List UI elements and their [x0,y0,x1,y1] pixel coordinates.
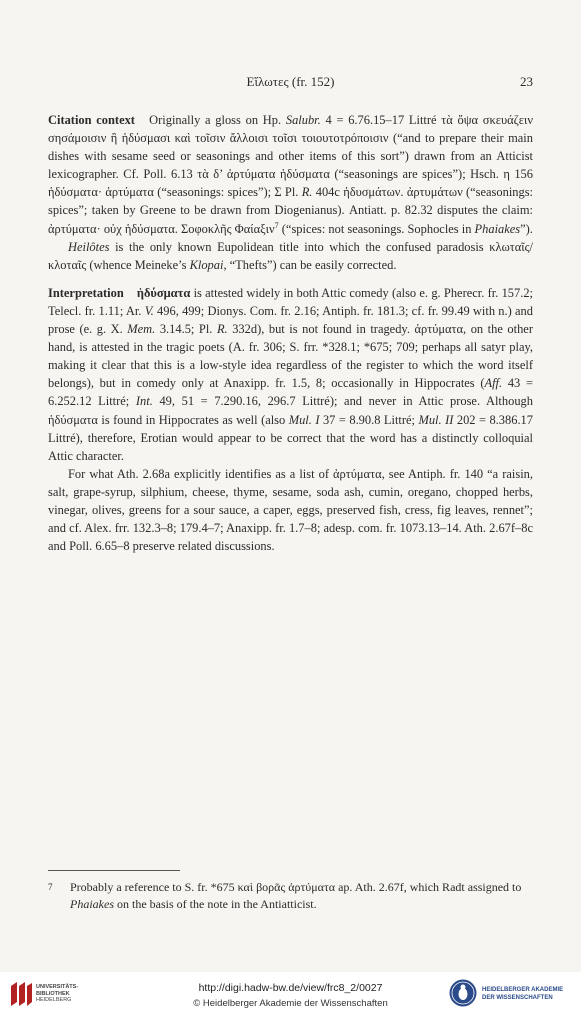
copyright: © Heidelberger Akademie der Wissenschaften [193,998,388,1009]
page-number: 23 [520,74,533,89]
interpretation-paragraph-2: For what Ath. 2.68a explicitly identifies as a list of ἀρτύματα, see Antiph. fr. 140 “a raisin, salt, grape-syrup, silphium, cheese, thyme, sesame, soda ash, cumin, oregano, chopped herbs, vinegar, olives, greens for a sour sauce, a caper, eggs, preserved fish, cress, fig leaves, rennet”; and cf. Alex. frr. 132.3–8; 179.4–7; Anaxipp. fr. 1.7–8; adesp. com. fr. 1073.13–14. Ath. 2.67f–8c and Poll. 6.65–8 preserve related discussions. [48,466,533,554]
interpretation-paragraph: Interpretation ἡδύσματα is attested widely in both Attic comedy (also e. g. Pherecr. fr. 157.2; Telecl. fr. 1.11; Ar. V. 496, 499; Dionys. Com. fr. 2.16; Antiph. fr. 181.3; cf. fr. 99.49 with n.) and prose (e. g. X. Mem. 3.14.5; Pl. R. 332d), but is not found in tragedy. ἀρτύματα, on the other hand, is attested in the tragic poets (A. fr. 306; S. frr. *328.1; *675; 709; perhaps all satyr play, making it clear that this is a low-style idea regardless of the register to which the word itself belongs), but in comedy only at Anaxipp. fr. 1.5, 8; occasionally in Hippocrates (Aff. 43 = 6.252.12 Littré; Int. 49, 51 = 7.290.16, 296.7 Littré); and never in Attic prose. Although ἡδύσματα is found in Hippocrates as well (also Mul. I 37 = 8.90.8 Littré; Mul. II 202 = 8.386.17 Littré), therefore, Erotian would appear to be correct that the word has a distinctly colloquial Attic character. [48,285,534,463]
citation-context-paragraph: Citation context Originally a gloss on Hp. Salubr. 4 = 6.76.15–17 Littré τὰ ὄψα σκευάζειν σησάμοισιν ἢ ἡδύσμασι καὶ τοῖσιν ἄλλοισι τοῖσι τοιουτοτρόποισιν (“and to prepare their main dishes with sesame seed or seasonings and other items of this sort”) drawn from an Atticist lexicographer. Cf. Poll. 6.13 τὰ δ’ ἀρτύματα ἡδύσματα (“seasonings are spices”); Hsch. η 156 ἡδύσματα· ἀρτύματα (“seasonings: spices”); Σ Pl. R. 404c ἡδυσμάτων. ἀρτυμάτων (“seasonings: spices”; taken by Greene to be drawn from Diogenianus). Antiatt. p. 82.32 disputes the claim: ἀρτύματα· οὐχ ἡδύσματα. Σοφοκλῆς Φαίαξιν$^7$ (“spices: not seasonings. Sophocles in Phaiakes”). [48,113,534,236]
footnote-text: Probably a reference to S. fr. *675 καὶ βορᾶς ἀρτύματα ap. Ath. 2.67f, which Radt assigned to Phaiakes on the basis of the note in the Antiatticist. [70,880,522,911]
viewer-footer [0,972,581,1017]
citation-context-paragraph-2: Heilôtes is the only known Eupolidean title into which the confused paradosis κλωταῖς/κλοταῖς (whence Meineke’s Klopai, “Thefts”) can be easily corrected. [48,239,533,272]
commentary-body [48,111,533,555]
academy-name: HEIDELBERGER AKADEMIE DER WISSENSCHAFTEN [482,987,564,1001]
library-name: UNIVERSITÄTS- BIBLIOTHEK HEIDELBERG [36,984,79,1003]
interpretation-heading: Interpretation [48,285,124,300]
permalink-link[interactable]: http://digi.hadw-bw.de/view/frc8_2/0027 [198,982,383,994]
footnote-ref[interactable]: 7 [274,220,279,230]
academy-seal-icon[interactable] [448,978,478,1008]
footnote-number: 7 [48,882,53,892]
footnote-rule [48,870,180,871]
citation-context-heading: Citation context [48,113,135,127]
footnote [48,879,533,913]
running-head-title: Εἵλωτες (fr. 152) [246,74,335,89]
lemma: ἡδύσματα [136,285,191,300]
